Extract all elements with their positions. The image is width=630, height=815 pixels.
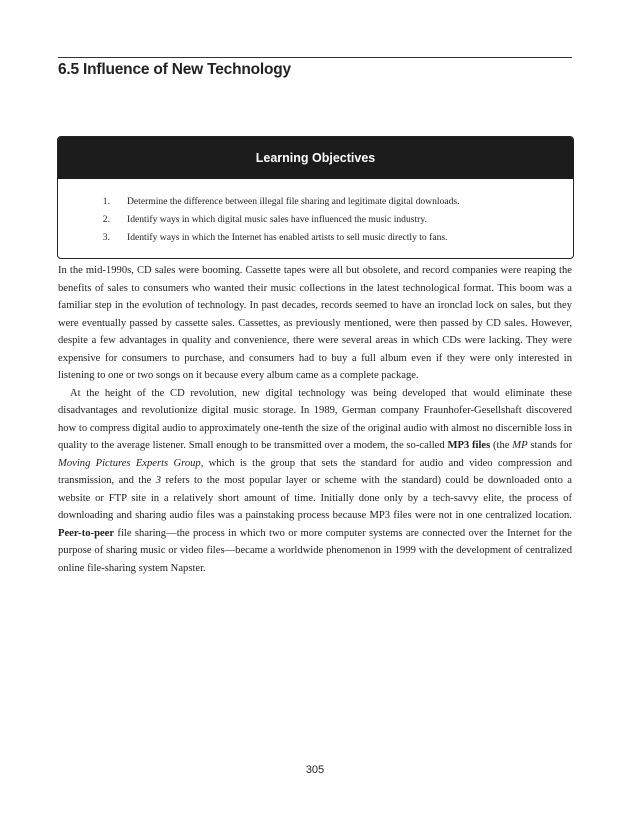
body-text [58,262,572,577]
text-run: (the [490,440,513,451]
section-title: 6.5 Influence of New Technology [58,61,291,78]
key-term-peer-to-peer: Peer-to-peer [58,527,115,539]
emphasis-three: 3 [155,475,162,486]
text-run: file sharing—the process in which two or more computer systems are connected over the Internet for the purpose of sharing music or video files—became a worldwide phenomenon in 1999 with the development of centralized online file-sharing system Napster. [58,527,572,574]
text-run: stands for [527,440,572,451]
objectives-list [58,193,573,247]
objective-item [58,229,573,247]
paragraph-2 [58,385,572,578]
key-term-mp3-files: MP3 files [447,440,491,451]
text-run: refers to the most popular layer or scheme with the standard) could be downloaded onto a website or FTP site in a relatively short amount of time. Initially done only by a tech-savvy elite, the process of downloading and sharing audio files was a painstaking process because MP3 files were not in one centralized location. [58,475,573,521]
objective-item [58,211,573,229]
page-number: 305 [305,764,325,776]
objective-number: 3. [102,232,110,243]
emphasis-mp: MP [512,440,528,451]
objective-text: Determine the difference between illegal file sharing and legitimate digital downloads. [127,196,460,207]
top-rule [58,57,572,58]
objective-text: Identify ways in which digital music sales have influenced the music industry. [127,214,427,225]
objective-item [58,193,573,211]
learning-objectives-box [57,136,574,259]
paragraph-1: In the mid-1990s, CD sales were booming. Cassette tapes were all but obsolete, and record companies were reaping the benefits of sales to consumers who wanted their music collections in the latest technological format. This boom was a familiar step in the evolution of technology. In past decades, records seemed to have an ironclad lock on sales, but they were eventually passed by cassette sales. Cassettes, as previously mentioned, were then passed by CD sales. However, despite a few advantages in quality and convenience, there were several areas in which CDs were lacking. They were expensive for consumers to purchase, and consumers had to buy a full album even if they were only interested in listening to one or two songs on it because every album came as a complete package. [58,265,572,381]
learning-objectives-heading: Learning Objectives [58,137,573,179]
emphasis-mpeg: Moving Pictures Experts Group [58,457,201,469]
objective-number: 2. [102,214,110,225]
objective-text: Identify ways in which the Internet has enabled artists to sell music directly to fans. [127,232,448,243]
text-run: , which is the group that sets the standard for audio and video compression and transmission, and the [58,457,572,486]
objective-number: 1. [102,196,110,207]
text-run: At the height of the CD revolution, new digital technology was being developed that would eliminate these disadvantages and revolutionize digital music storage. In 1989, German company Fraunhofer-Gesellshaft discovered how to compress digital audio to approximately one-tenth the size of the original audio with almost no discernible loss in quality to the average listener. Small enough to be transmitted over a modem, the so-called [58,387,572,451]
